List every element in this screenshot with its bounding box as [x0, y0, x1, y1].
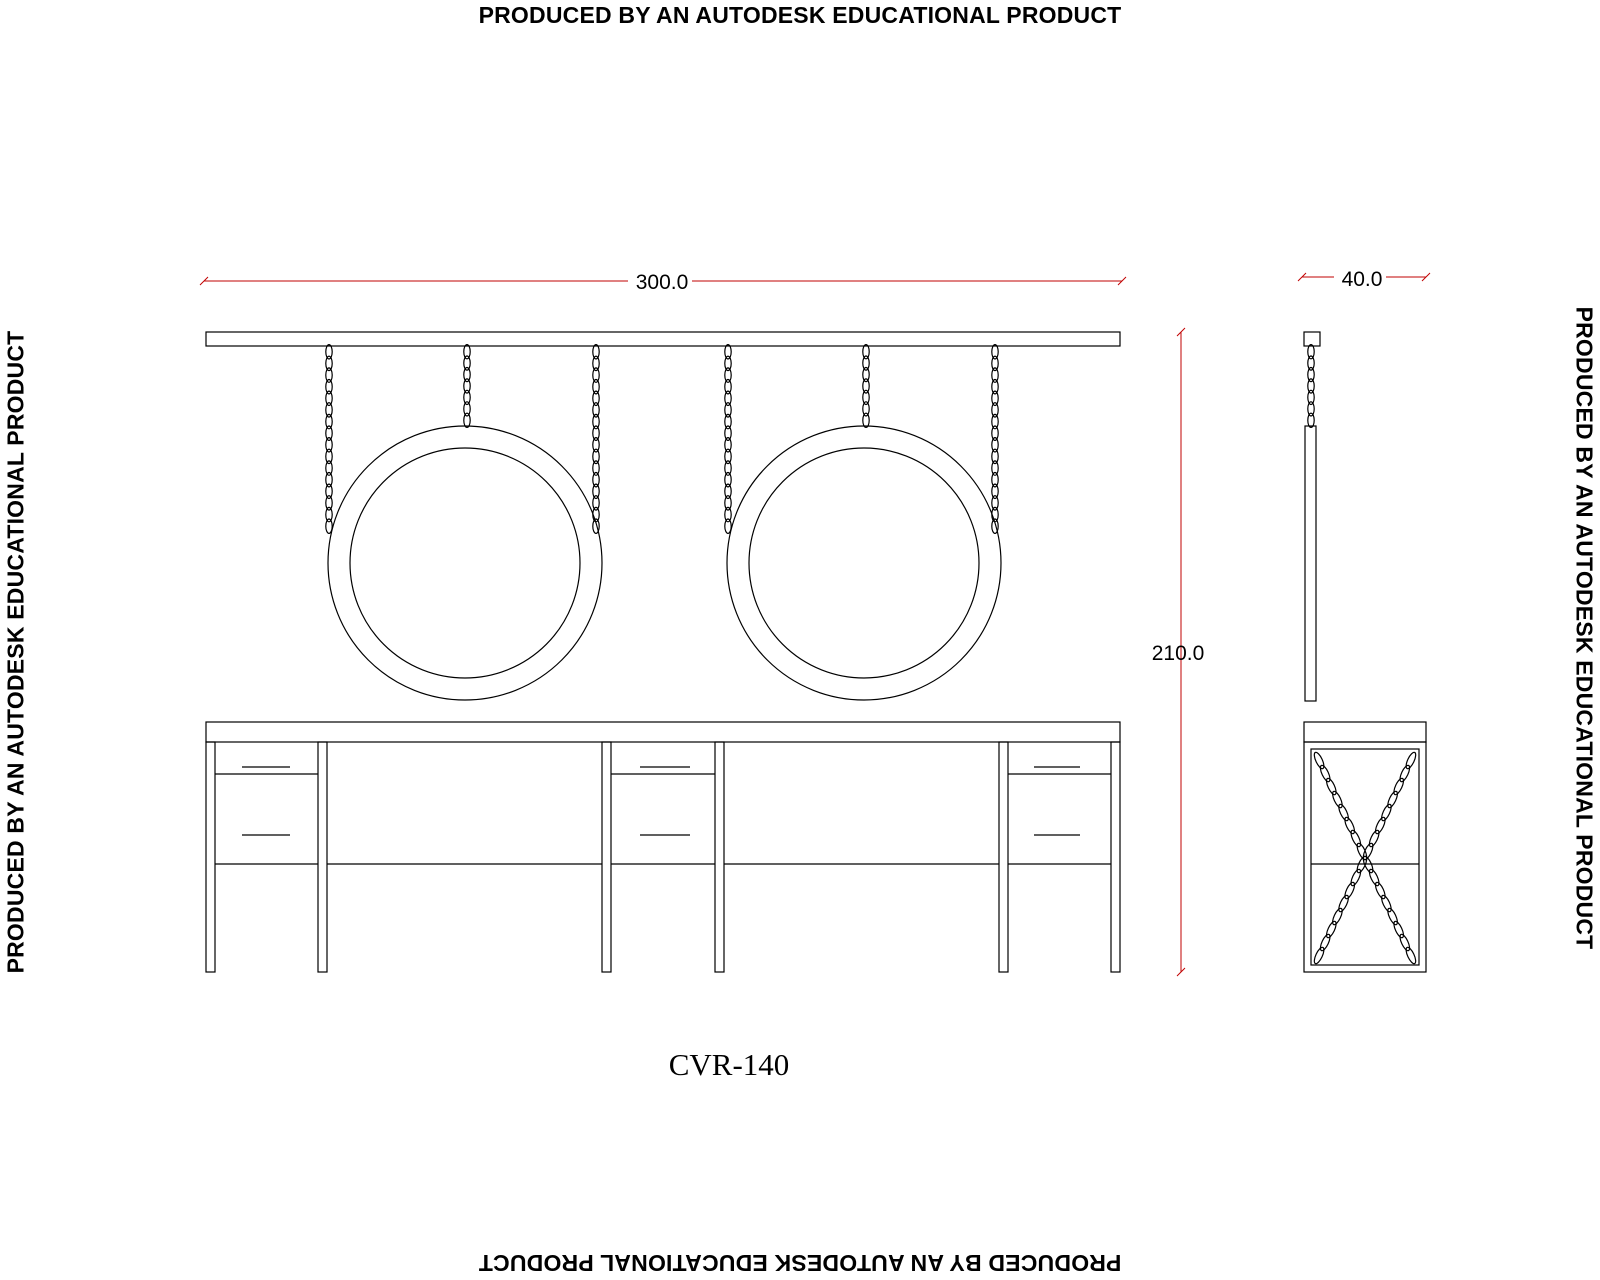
chain-link: [1331, 790, 1344, 809]
chain-link: [326, 391, 332, 405]
dimension-side-depth: 40.0: [1341, 268, 1383, 291]
chain-link: [1308, 345, 1314, 359]
chain-link: [593, 426, 599, 440]
chain-link: [326, 438, 332, 452]
chain-link: [1392, 777, 1405, 796]
chain-link: [1319, 764, 1332, 783]
side-desk-frame: [1304, 742, 1426, 972]
chain-link: [1337, 894, 1350, 913]
chain-link: [1398, 933, 1411, 952]
vanity-desk: [206, 722, 1120, 972]
chain-link: [326, 426, 332, 440]
chain-link: [1343, 881, 1356, 900]
desk-leg: [206, 742, 215, 972]
dimension-overall-width: 300.0: [635, 271, 689, 294]
chain-link: [1325, 920, 1338, 939]
chain-link: [1349, 868, 1362, 887]
chain-link: [1319, 933, 1332, 952]
dimension-lines: [200, 273, 1430, 976]
chain-link: [725, 473, 731, 487]
chain-link: [1331, 907, 1344, 926]
chain-link: [992, 473, 998, 487]
chain-link: [1404, 946, 1417, 965]
desk-top: [206, 722, 1120, 742]
chain-link: [1374, 816, 1387, 835]
chain-link: [1380, 803, 1393, 822]
desk-leg: [999, 742, 1008, 972]
side-mirror-edge: [1305, 426, 1316, 701]
chain-link: [593, 380, 599, 394]
model-label: CVR-140: [668, 1047, 790, 1082]
side-cross-chains: [1312, 751, 1417, 965]
chain-link: [992, 391, 998, 405]
chain-link: [725, 438, 731, 452]
chain-link: [1392, 920, 1405, 939]
chain-link: [1404, 751, 1417, 770]
side-desk-top: [1304, 722, 1426, 742]
chain-link: [464, 413, 470, 427]
chain-link: [992, 426, 998, 440]
side-elevation: [1304, 332, 1426, 972]
hanging-chains: [326, 345, 998, 534]
chain-link: [1349, 829, 1362, 848]
chain-link: [1312, 751, 1325, 770]
chain-link: [725, 484, 731, 498]
chain-link: [593, 473, 599, 487]
chain-link: [1368, 868, 1381, 887]
chain-link: [593, 391, 599, 405]
chain-link: [1380, 894, 1393, 913]
chain-link: [464, 345, 470, 359]
chain-link: [863, 379, 869, 393]
desk-leg: [1111, 742, 1120, 972]
chain-link: [326, 484, 332, 498]
desk-leg: [318, 742, 327, 972]
side-shelf-board: [1304, 332, 1320, 346]
mirror-left: [328, 426, 602, 700]
desk-leg: [715, 742, 724, 972]
chain-link: [992, 380, 998, 394]
watermark-bottom: PRODUCED BY AN AUTODESK EDUCATIONAL PRODUCT: [478, 1250, 1122, 1276]
chain-link: [863, 413, 869, 427]
chain-link: [1325, 777, 1338, 796]
chain-link: [1343, 816, 1356, 835]
side-chain: [1308, 345, 1314, 428]
chain-link: [725, 345, 731, 359]
mirror-right: [727, 426, 1001, 700]
chain-link: [1312, 946, 1325, 965]
chain-link: [593, 484, 599, 498]
watermark-right: PRODUCED BY AN AUTODESK EDUCATIONAL PRODUCT: [1571, 306, 1598, 950]
chain-link: [992, 345, 998, 359]
chain-link: [1337, 803, 1350, 822]
chain-link: [863, 345, 869, 359]
chain-link: [725, 426, 731, 440]
desk-leg: [602, 742, 611, 972]
chain-link: [1361, 842, 1374, 861]
chain-link: [992, 484, 998, 498]
chain-link: [992, 438, 998, 452]
chain-link: [326, 473, 332, 487]
shelf-top-board: [206, 332, 1120, 346]
chain-link: [464, 379, 470, 393]
chain-link: [1398, 764, 1411, 783]
watermark-left: PRODUCED BY AN AUTODESK EDUCATIONAL PRODUCT: [2, 330, 29, 974]
chain-link: [1386, 790, 1399, 809]
watermark-top: PRODUCED BY AN AUTODESK EDUCATIONAL PRODUCT: [478, 2, 1122, 28]
chain-link: [1374, 881, 1387, 900]
chain-link: [1308, 379, 1314, 393]
chain-link: [593, 438, 599, 452]
chain-link: [326, 345, 332, 359]
chain-link: [725, 380, 731, 394]
chain-link: [1308, 413, 1314, 427]
chain-link: [1386, 907, 1399, 926]
chain-link: [1368, 829, 1381, 848]
chain-link: [593, 345, 599, 359]
chain-link: [725, 391, 731, 405]
dimension-overall-height: 210.0: [1151, 642, 1205, 665]
chain-link: [326, 380, 332, 394]
